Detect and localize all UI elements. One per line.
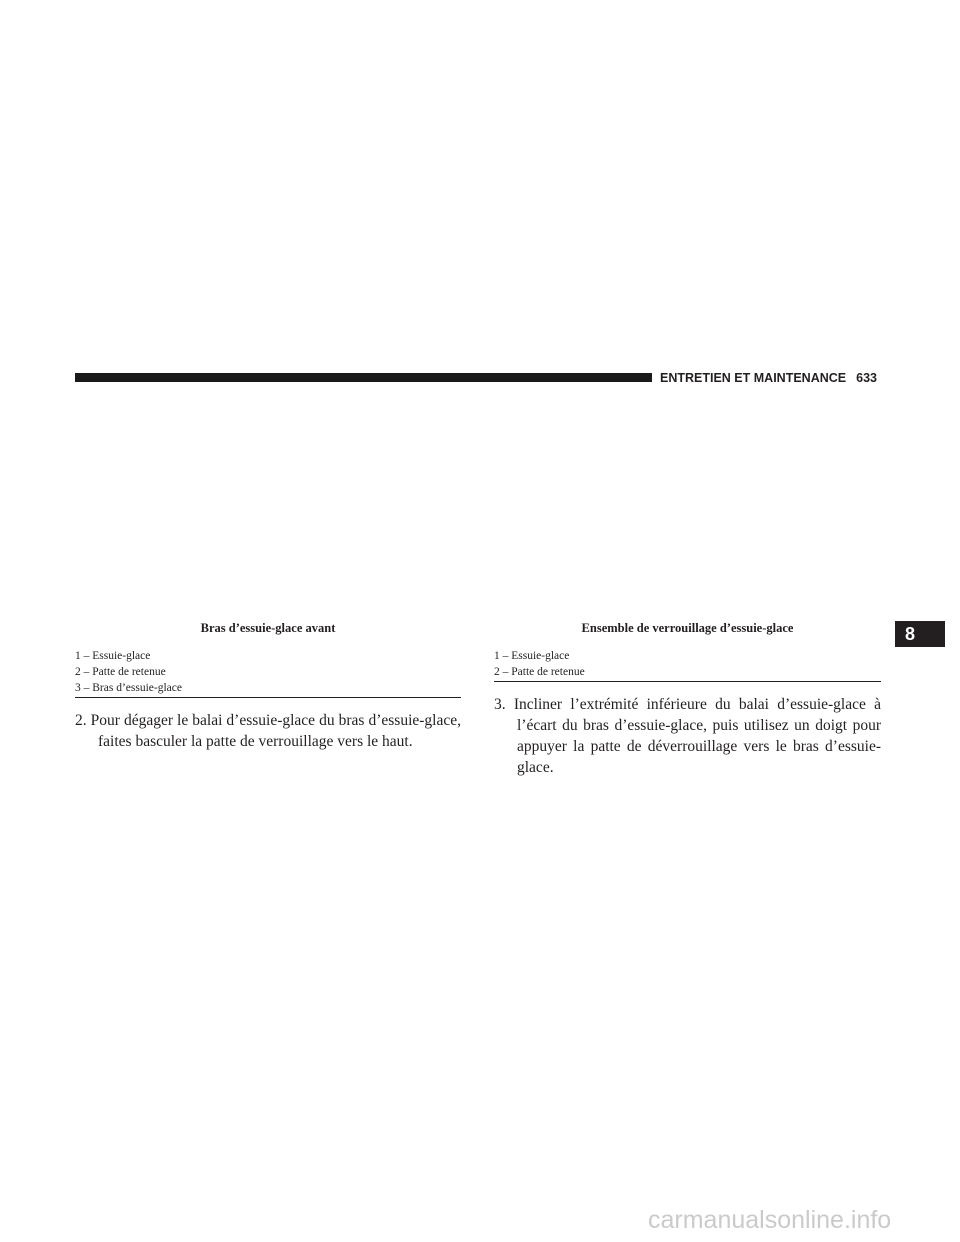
figure-caption-wiper-lock-assembly: Ensemble de verrouillage d’essuie-glace xyxy=(581,621,794,635)
instruction-step-3: 3. Incliner l’extrémité inférieure du balai d’essuie-glace à l’écart du bras d’essuie-glace, puis utilisez un doigt pour appuyer la patte de déverrouillage vers le bras d’essuie-glace. xyxy=(494,696,881,776)
right-column xyxy=(494,620,881,778)
watermark: carmanualsonline.info xyxy=(648,1206,892,1234)
page-number: 633 xyxy=(856,371,877,385)
figure-legend-left xyxy=(75,648,461,698)
instruction-step-2: 2. Pour dégager le balai d’essuie-glace du bras d’essuie-glace, faites basculer la patte de verrouillage vers le haut. xyxy=(75,712,461,750)
left-column xyxy=(75,620,461,752)
section-title: ENTRETIEN ET MAINTENANCE xyxy=(660,371,847,385)
figure-caption-front-wiper-arm: Bras d’essuie-glace avant xyxy=(200,621,336,635)
figure-legend-right xyxy=(494,648,881,682)
legend-item: 1 – Essuie-glace xyxy=(75,650,151,662)
running-header xyxy=(660,370,877,386)
legend-item: 3 – Bras d’essuie-glace xyxy=(75,682,182,694)
legend-item: 2 – Patte de retenue xyxy=(75,666,166,678)
header-rule xyxy=(75,373,652,382)
chapter-tab: 8 xyxy=(895,621,945,647)
legend-item: 2 – Patte de retenue xyxy=(494,666,585,678)
legend-item: 1 – Essuie-glace xyxy=(494,650,570,662)
